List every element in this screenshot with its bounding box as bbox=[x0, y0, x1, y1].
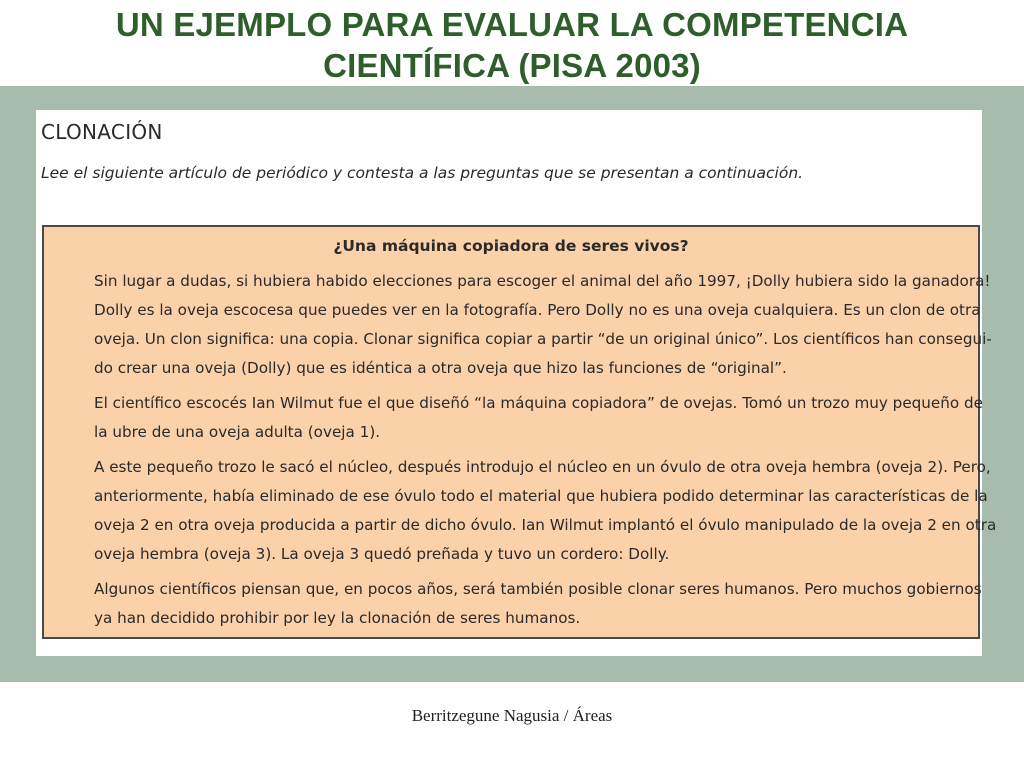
article-line: oveja hembra (oveja 3). La oveja 3 quedó preñada y tuvo un cordero: Dolly. bbox=[94, 545, 670, 563]
article-line: oveja 2 en otra oveja producida a partir de dicho óvulo. Ian Wilmut implantó el óvulo manipulado de la oveja 2 en otra bbox=[94, 516, 997, 534]
article-paragraph bbox=[94, 389, 983, 447]
article-line: ya han decidido prohibir por ley la clonación de seres humanos. bbox=[94, 609, 581, 627]
article-line: Algunos científicos piensan que, en pocos años, será también posible clonar seres humanos. Pero muchos gobiernos bbox=[94, 580, 982, 598]
slide-title-line-2: CIENTÍFICA (PISA 2003) bbox=[323, 47, 701, 84]
article-line: Sin lugar a dudas, si hubiera habido elecciones para escoger el animal del año 1997, ¡Dolly hubiera sido la ganadora! bbox=[94, 272, 991, 290]
article-paragraph bbox=[94, 575, 982, 633]
slide-title bbox=[0, 4, 1024, 86]
article-line: oveja. Un clon significa: una copia. Clonar significa copiar a partir “de un original único”. Los científicos han consegui- bbox=[94, 330, 992, 348]
article-line: El científico escocés Ian Wilmut fue el que diseñó “la máquina copiadora” de ovejas. Tomó un trozo muy pequeño de bbox=[94, 394, 983, 412]
article-line: anteriormente, había eliminado de ese óvulo todo el material que hubiera podido determinar las características de la bbox=[94, 487, 988, 505]
document-heading: CLONACIÓN bbox=[41, 120, 163, 144]
slide-footer: Berritzegune Nagusia / Áreas bbox=[411, 706, 613, 725]
article-title: ¿Una máquina copiadora de seres vivos? bbox=[333, 237, 689, 255]
slide-title-line-1: UN EJEMPLO PARA EVALUAR LA COMPETENCIA bbox=[115, 6, 909, 43]
article-body bbox=[94, 267, 997, 639]
article-line: la ubre de una oveja adulta (oveja 1). bbox=[94, 423, 381, 441]
article-box bbox=[42, 225, 997, 639]
article-paragraph bbox=[94, 267, 992, 383]
document-page bbox=[36, 110, 997, 656]
article-line: do crear una oveja (Dolly) que es idéntica a otra oveja que hizo las funciones de “original”. bbox=[94, 359, 787, 377]
document-intro: Lee el siguiente artículo de periódico y contesta a las preguntas que se presentan a continuación. bbox=[41, 164, 804, 182]
article-line: A este pequeño trozo le sacó el núcleo, después introdujo el núcleo en un óvulo de otra oveja hembra (oveja 2). Pero, bbox=[94, 458, 991, 476]
article-line: Dolly es la oveja escocesa que puedes ver en la fotografía. Pero Dolly no es una oveja cualquiera. Es un clon de otra bbox=[94, 301, 981, 319]
article-paragraph bbox=[94, 453, 997, 569]
